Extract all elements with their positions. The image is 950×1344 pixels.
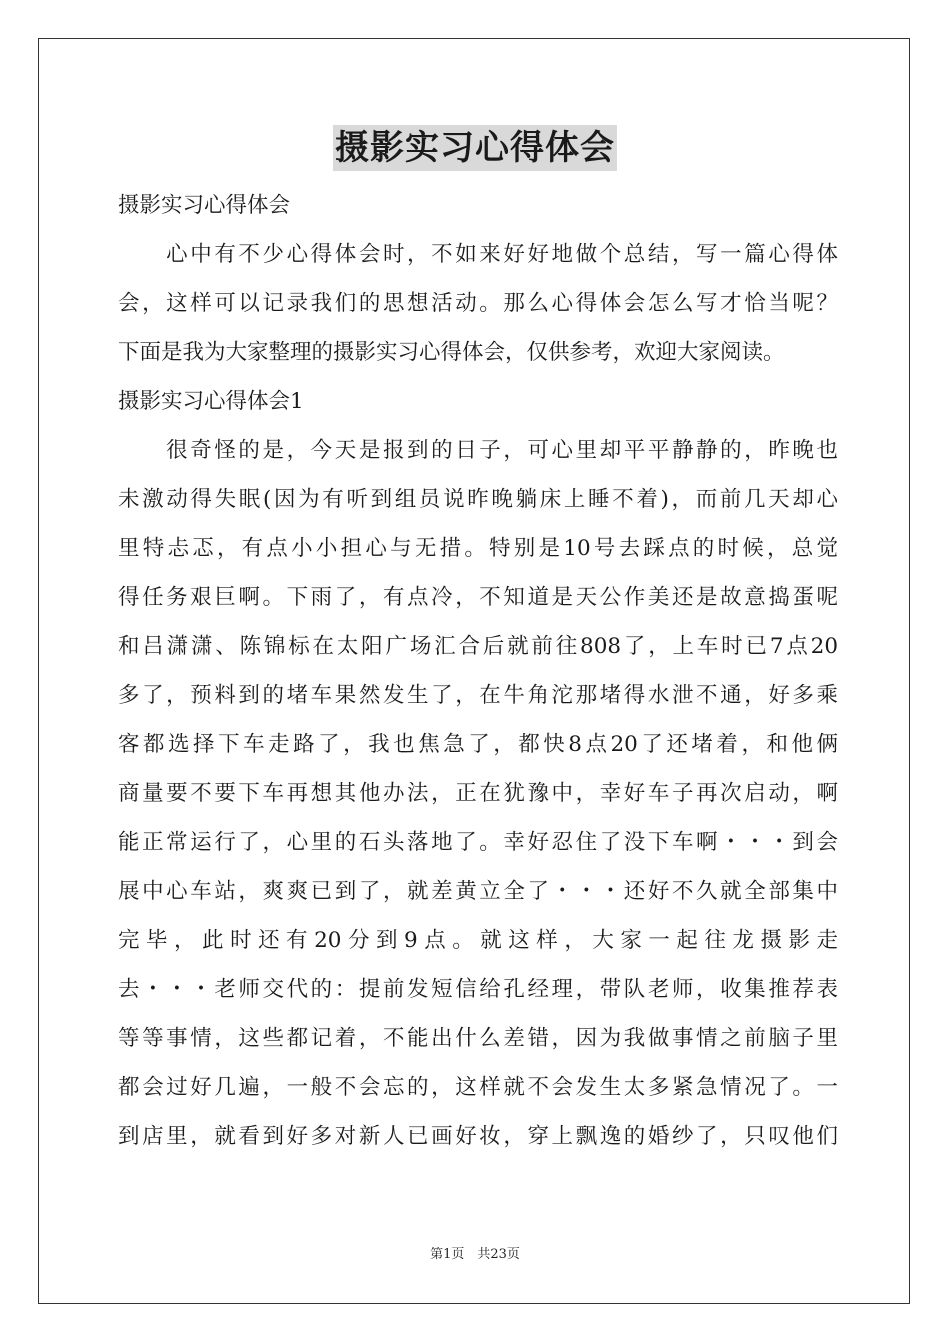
document-title: 摄影实习心得体会 bbox=[333, 125, 617, 171]
body-line: 到店里，就看到好多对新人已画好妆，穿上飘逸的婚纱了，只叹他们 bbox=[118, 1124, 838, 1149]
body-line: 能正常运行了，心里的石头落地了。幸好忍住了没下车啊・・・到会 bbox=[118, 830, 838, 855]
body-line: 得任务艰巨啊。下雨了，有点冷，不知道是天公作美还是故意捣蛋呢 bbox=[118, 585, 838, 610]
document-subtitle: 摄影实习心得体会 bbox=[118, 193, 291, 218]
body-line: 去・・・老师交代的：提前发短信给孔经理，带队老师，收集推荐表 bbox=[118, 977, 838, 1002]
intro-paragraph bbox=[118, 230, 838, 377]
body-line: 和吕潇潇、陈锦标在太阳广场汇合后就前往808了，上车时已7点20 bbox=[118, 634, 838, 659]
body-line: 很奇怪的是，今天是报到的日子，可心里却平平静静的，昨晚也 bbox=[118, 438, 838, 463]
body-line: 都会过好几遍，一般不会忘的，这样就不会发生太多紧急情况了。一 bbox=[118, 1075, 838, 1100]
section-heading: 摄影实习心得体会1 bbox=[118, 389, 304, 414]
body-line: 客都选择下车走路了，我也焦急了，都快8点20了还堵着，和他俩 bbox=[118, 732, 838, 757]
document-subtitle-block bbox=[118, 181, 838, 230]
body-paragraph bbox=[118, 426, 838, 1161]
intro-line: 心中有不少心得体会时，不如来好好地做个总结，写一篇心得体 bbox=[118, 242, 838, 267]
section-heading-block bbox=[118, 377, 838, 426]
page-number: 第1页 共23页 bbox=[430, 1247, 520, 1262]
title-container bbox=[0, 125, 950, 171]
intro-line: 会，这样可以记录我们的思想活动。那么心得体会怎么写才恰当呢？ bbox=[118, 291, 838, 316]
intro-line: 下面是我为大家整理的摄影实习心得体会，仅供参考，欢迎大家阅读。 bbox=[118, 340, 785, 365]
body-line: 多了，预料到的堵车果然发生了，在牛角沱那堵得水泄不通，好多乘 bbox=[118, 683, 838, 708]
body-line: 未激动得失眠(因为有听到组员说昨晚躺床上睡不着)，而前几天却心 bbox=[118, 487, 838, 512]
body-line: 等等事情，这些都记着，不能出什么差错，因为我做事情之前脑子里 bbox=[118, 1026, 838, 1051]
body-line: 完毕，此时还有20分到9点。就这样，大家一起往龙摄影走 bbox=[118, 928, 838, 953]
body-line: 商量要不要下车再想其他办法，正在犹豫中，幸好车子再次启动，啊 bbox=[118, 781, 838, 806]
page-footer bbox=[0, 1243, 950, 1262]
body-line: 里特忐忑，有点小小担心与无措。特别是10号去踩点的时候，总觉 bbox=[118, 536, 838, 561]
body-line: 展中心车站，爽爽已到了，就差黄立全了・・・还好不久就全部集中 bbox=[118, 879, 838, 904]
